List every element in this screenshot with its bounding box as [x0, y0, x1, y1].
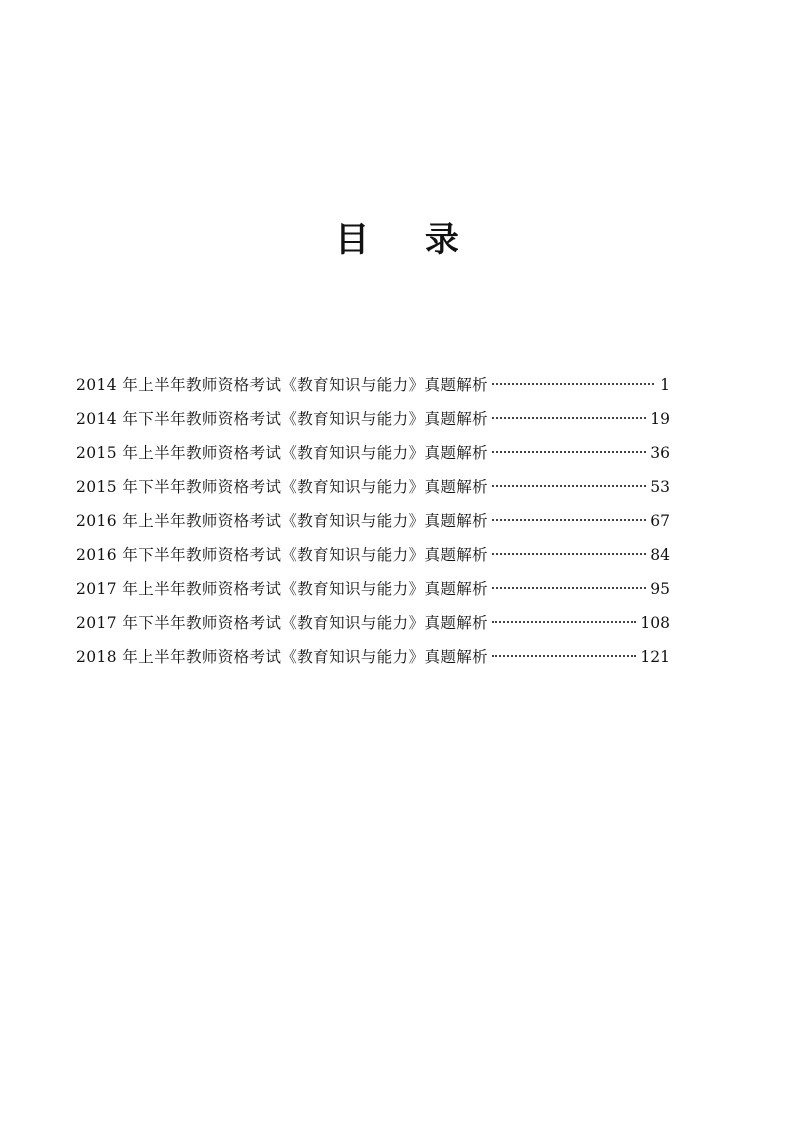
dot-leader — [492, 553, 646, 555]
table-of-contents — [76, 368, 670, 674]
toc-entry-title: 2018 年上半年教师资格考试《教育知识与能力》真题解析 — [76, 648, 489, 666]
dot-leader — [492, 451, 646, 453]
toc-entry-title: 2014 年下半年教师资格考试《教育知识与能力》真题解析 — [76, 410, 489, 428]
dot-leader — [492, 655, 636, 657]
toc-page-number: 95 — [650, 580, 670, 598]
toc-entry-title: 2017 年下半年教师资格考试《教育知识与能力》真题解析 — [76, 614, 489, 632]
toc-entry-title: 2016 年上半年教师资格考试《教育知识与能力》真题解析 — [76, 512, 489, 530]
toc-entry-title: 2017 年上半年教师资格考试《教育知识与能力》真题解析 — [76, 580, 489, 598]
toc-entry-title: 2015 年上半年教师资格考试《教育知识与能力》真题解析 — [76, 444, 489, 462]
toc-entry-title: 2015 年下半年教师资格考试《教育知识与能力》真题解析 — [76, 478, 489, 496]
toc-entry[interactable] — [76, 504, 670, 538]
toc-entry[interactable] — [76, 368, 670, 402]
toc-entry[interactable] — [76, 640, 670, 674]
dot-leader — [492, 485, 646, 487]
toc-page-number: 121 — [640, 648, 670, 666]
toc-page-number: 84 — [650, 546, 670, 564]
toc-entry[interactable] — [76, 470, 670, 504]
toc-page-number: 36 — [650, 444, 670, 462]
toc-page-number: 1 — [660, 376, 670, 394]
toc-page-number: 67 — [650, 512, 670, 530]
toc-entry[interactable] — [76, 572, 670, 606]
toc-entry[interactable] — [76, 606, 670, 640]
toc-page-number: 53 — [650, 478, 670, 496]
toc-entry-title: 2014 年上半年教师资格考试《教育知识与能力》真题解析 — [76, 376, 489, 394]
page-title: 目 录 — [335, 220, 481, 260]
toc-page-number: 108 — [640, 614, 670, 632]
dot-leader — [492, 587, 646, 589]
dot-leader — [492, 417, 646, 419]
toc-entry[interactable] — [76, 436, 670, 470]
toc-entry[interactable] — [76, 538, 670, 572]
dot-leader — [492, 519, 646, 521]
toc-entry-title: 2016 年下半年教师资格考试《教育知识与能力》真题解析 — [76, 546, 489, 564]
dot-leader — [492, 621, 636, 623]
dot-leader — [492, 383, 654, 385]
toc-entry[interactable] — [76, 402, 670, 436]
toc-page-number: 19 — [650, 410, 670, 428]
